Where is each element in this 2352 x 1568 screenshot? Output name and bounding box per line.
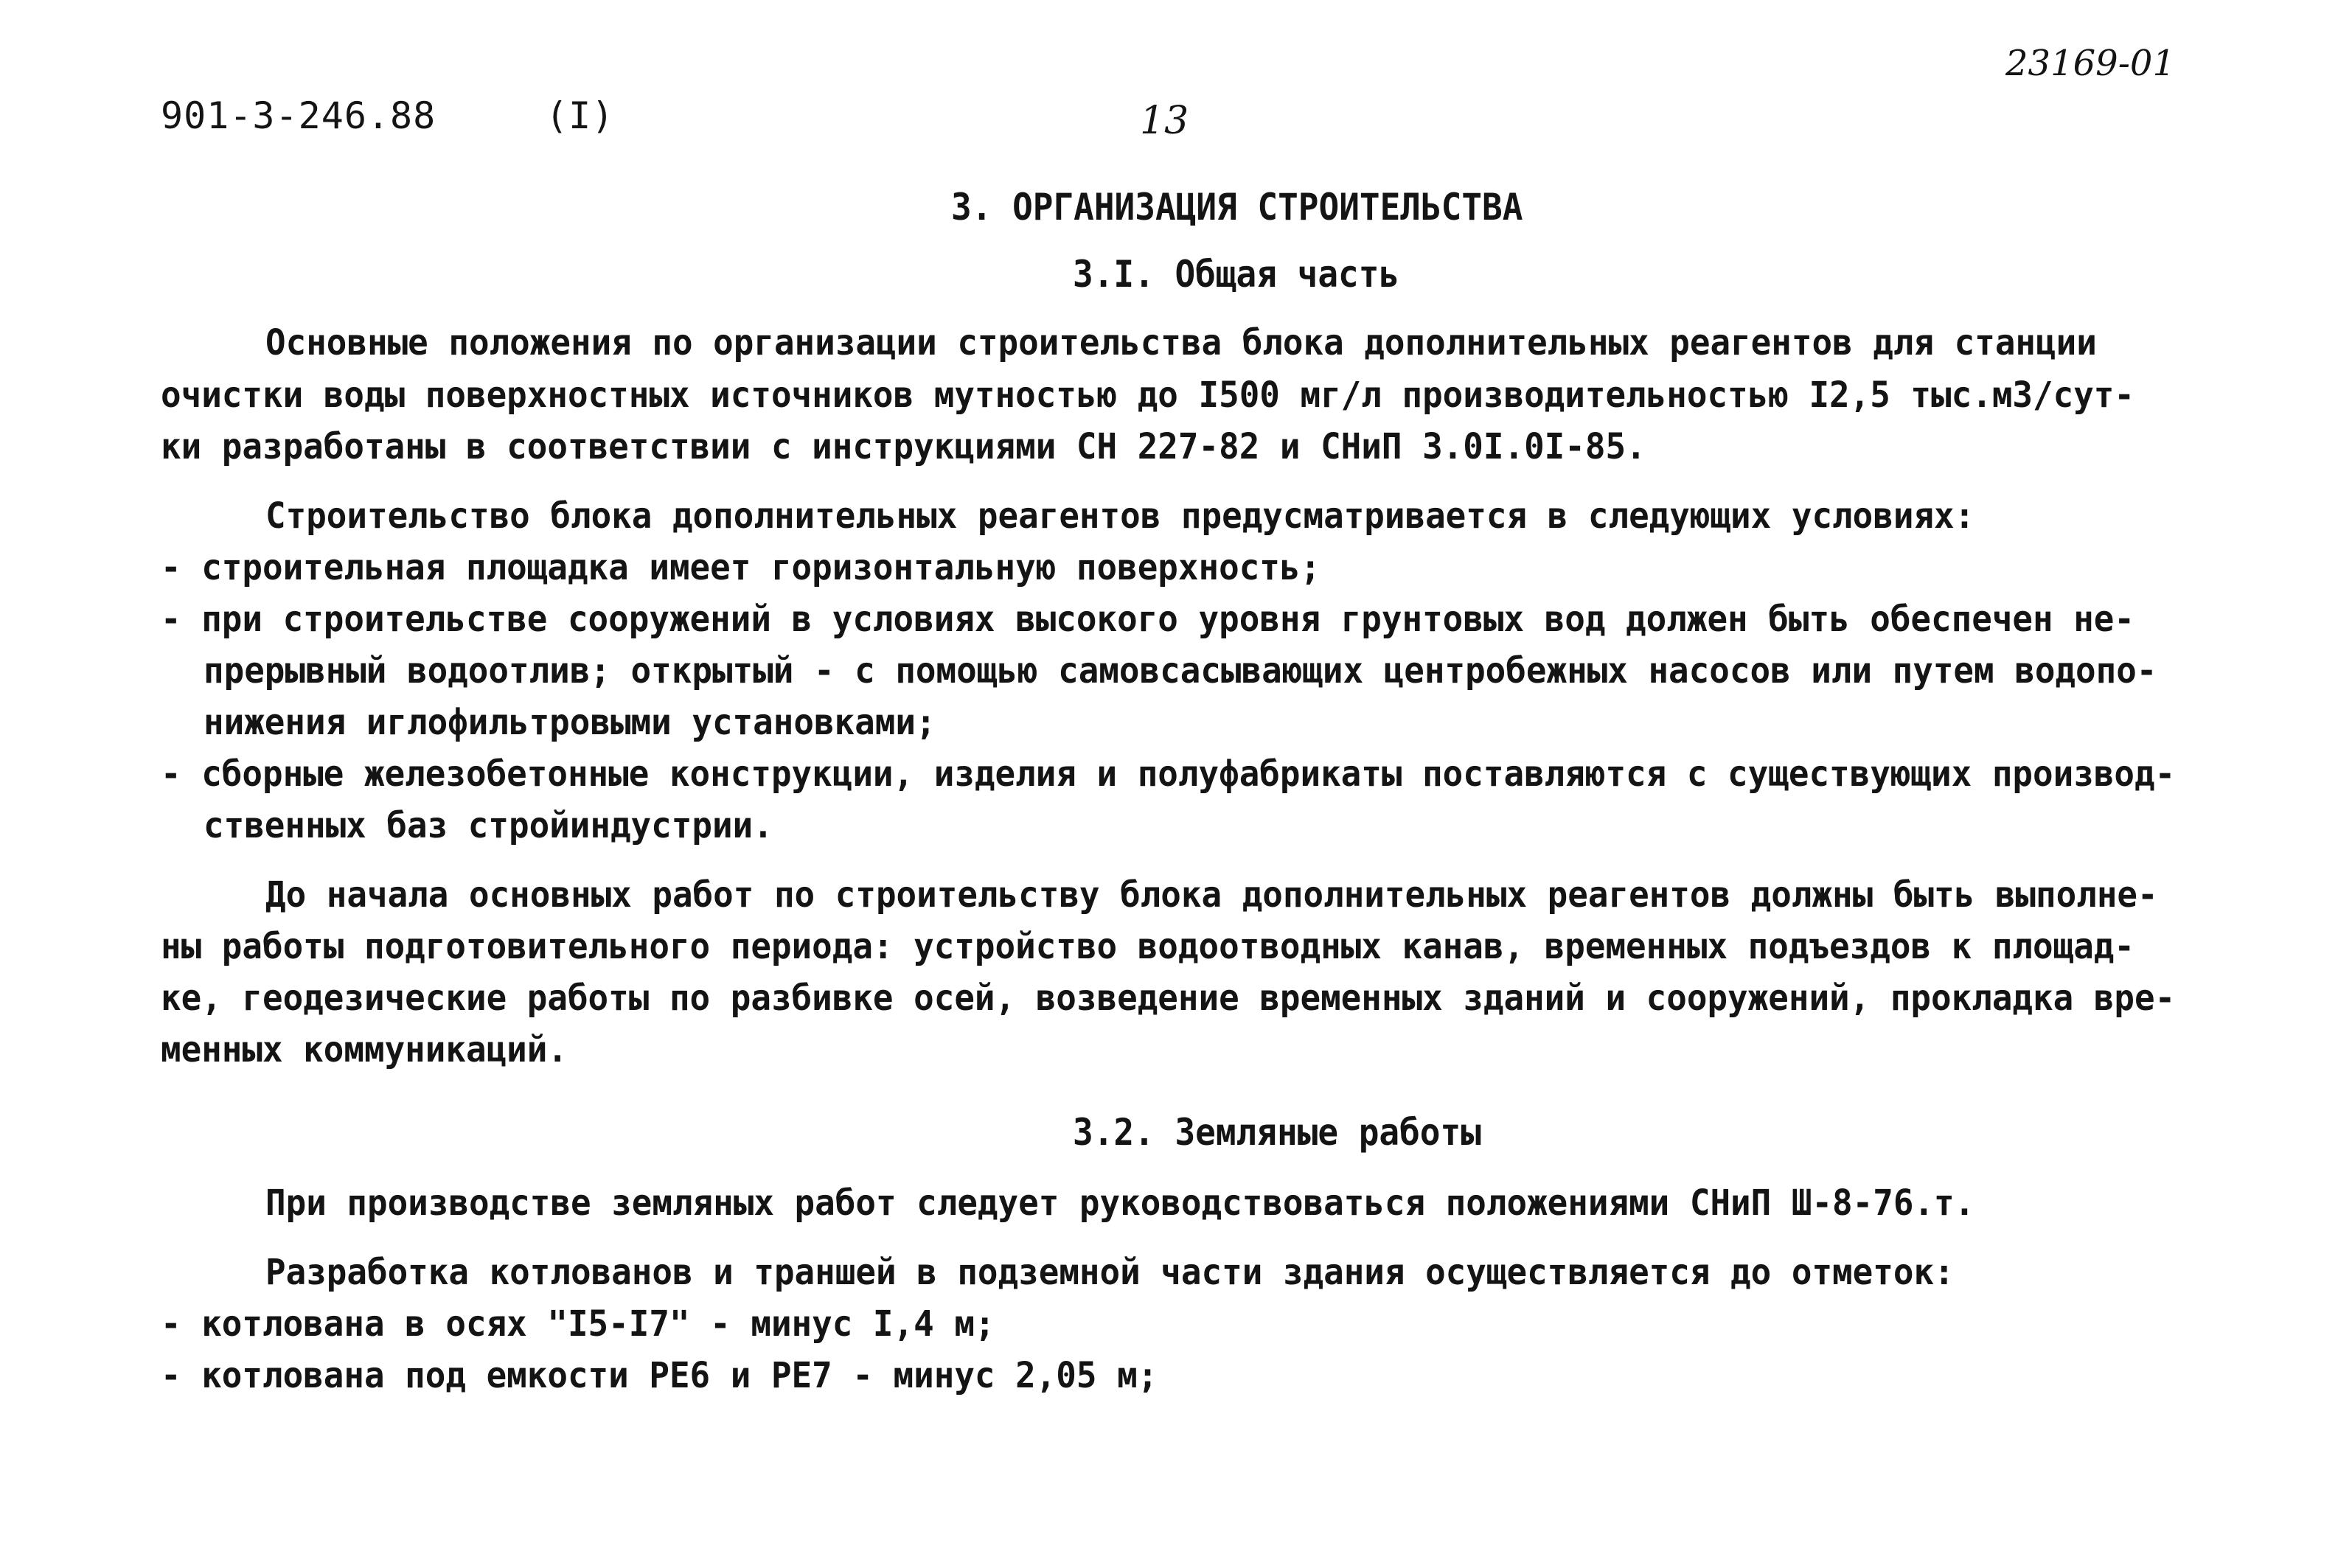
paragraph-line: ны работы подготовительного периода: устройство водоотводных канав, временных подъездов к площад- xyxy=(161,926,2135,967)
list-item: - котлована в осях "I5-I7" - минус I,4 м; xyxy=(161,1303,995,1345)
list-item-continuation: прерывный водоотлив; открытый - с помощью самовсасывающих центробежных насосов или путем водопо- xyxy=(203,650,2157,691)
paragraph-line: менных коммуникаций. xyxy=(161,1029,568,1070)
paragraph-line: При производстве земляных работ следует руководствоваться положениями СНиП Ш-8-76.т. xyxy=(265,1182,1975,1224)
section-title: 3. ОРГАНИЗАЦИЯ СТРОИТЕЛЬСТВА xyxy=(951,186,1523,229)
list-item: - строительная площадка имеет горизонтальную поверхность; xyxy=(161,547,1321,588)
subsection-title-earthworks: 3.2. Земляные работы xyxy=(1073,1111,1481,1154)
paragraph-line: До начала основных работ по строительству блока дополнительных реагентов должны быть выполне- xyxy=(265,874,2158,916)
doc-code: 901-3-246.88 xyxy=(161,94,436,137)
paragraph-line: очистки воды поверхностных источников мутностью до I500 мг/л производительностью I2,5 тыс.м3/сут- xyxy=(161,374,2135,416)
list-item-continuation: ственных баз стройиндустрии. xyxy=(203,805,773,846)
paragraph-line: Строительство блока дополнительных реагентов предусматривается в следующих условиях: xyxy=(265,495,1975,537)
paragraph-line: ки разработаны в соответствии с инструкциями СН 227-82 и СНиП 3.0I.0I-85. xyxy=(161,426,1646,467)
paragraph-line: ке, геодезические работы по разбивке осей, возведение временных зданий и сооружений, прокладка вре- xyxy=(161,978,2176,1019)
subsection-title-general: 3.I. Общая часть xyxy=(1073,253,1400,296)
list-item: - при строительстве сооружений в условиях высокого уровня грунтовых вод должен быть обеспечен не- xyxy=(161,599,2135,640)
paragraph-line: Основные положения по организации строительства блока дополнительных реагентов для станции xyxy=(265,322,2097,363)
paragraph-line: Разработка котлованов и траншей в подземной части здания осуществляется до отметок: xyxy=(265,1252,1955,1293)
list-item: - котлована под емкости РЕ6 и РЕ7 - минус 2,05 м; xyxy=(161,1355,1158,1396)
page-number: 13 xyxy=(1140,99,1189,143)
archive-number: 23169-01 xyxy=(2005,43,2175,84)
list-item: - сборные железобетонные конструкции, изделия и полуфабрикаты поставляются с существующих производ- xyxy=(161,753,2176,795)
part-number: (I) xyxy=(546,94,615,137)
list-item-continuation: нижения иглофильтровыми установками; xyxy=(203,702,936,743)
